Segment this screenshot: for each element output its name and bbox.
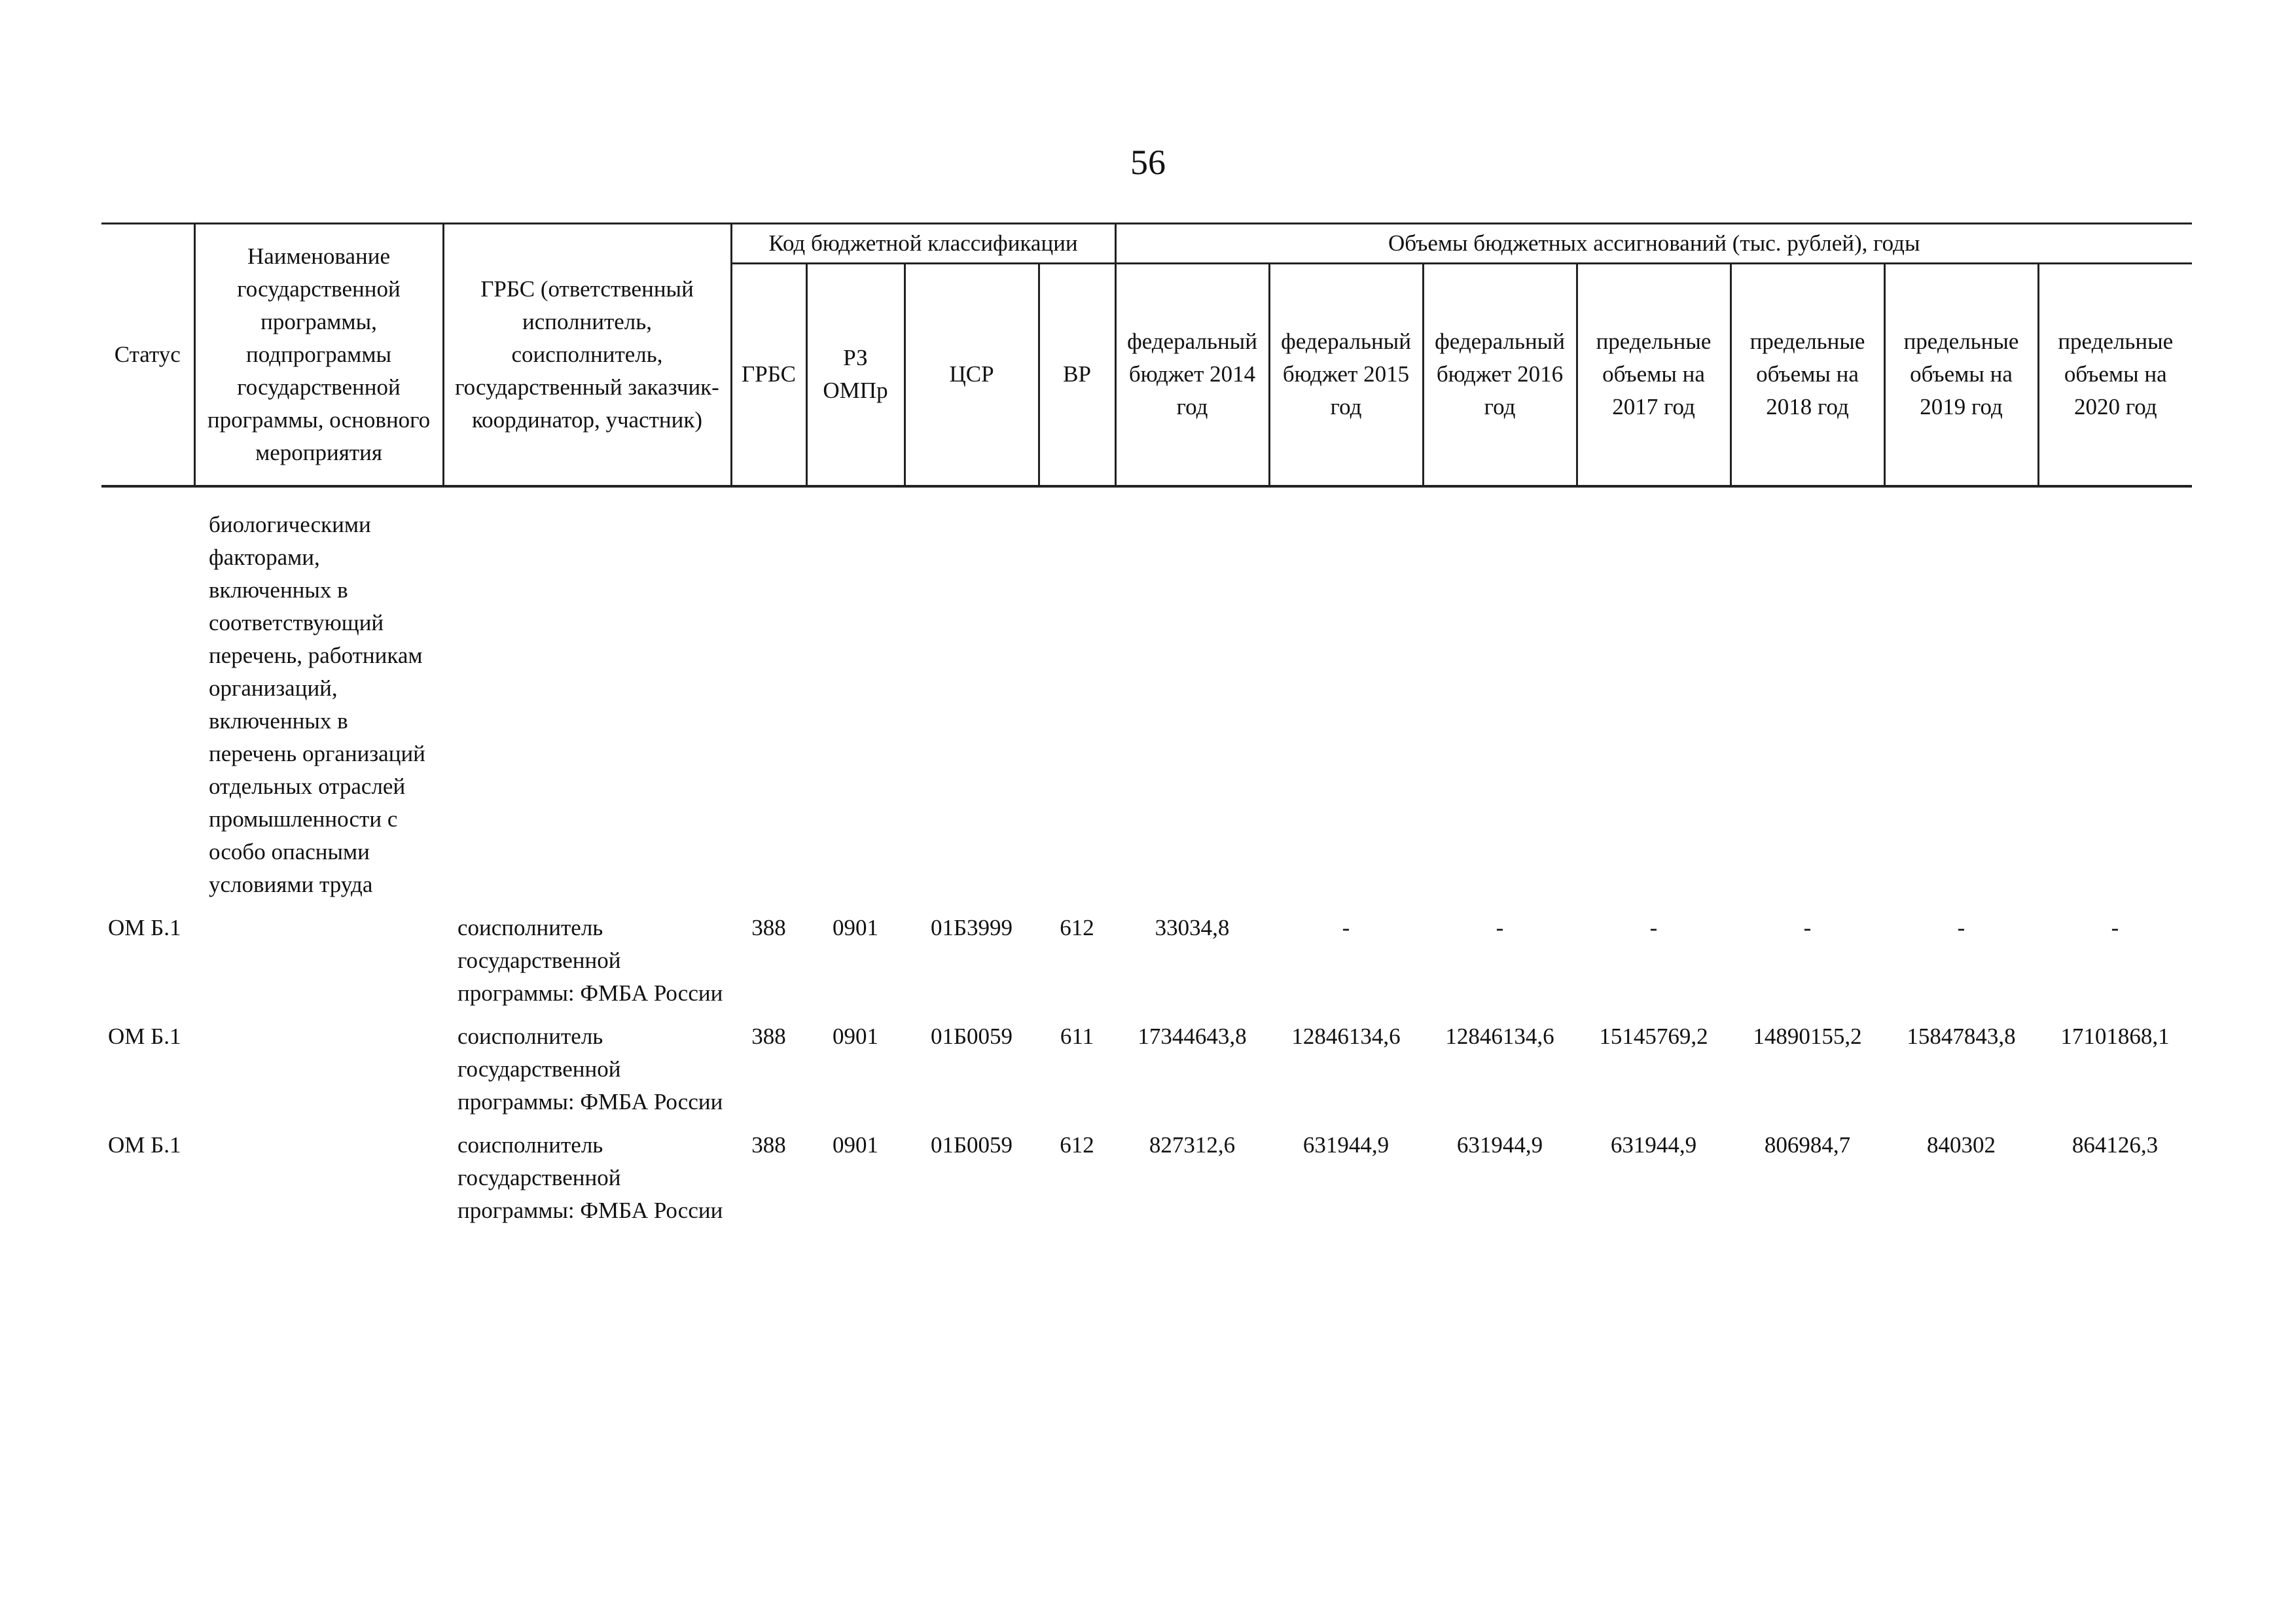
row-2017: 631944,9 [1610, 1132, 1697, 1158]
row-2016: - [1496, 914, 1504, 940]
row-executor: соисполнитель государственной программы: ФМБА России [457, 1132, 723, 1223]
table-row [101, 1122, 2192, 1231]
row-status: ОМ Б.1 [108, 1132, 181, 1158]
row-csr: 01Б0059 [930, 1132, 1013, 1158]
row-status: ОМ Б.1 [108, 1023, 181, 1049]
row-rz: 0901 [833, 914, 878, 940]
row-2019: 15847843,8 [1907, 1023, 2016, 1049]
header-grbs: ГРБС [731, 264, 806, 486]
page-number: 56 [1130, 143, 1166, 182]
row-2020: 17101868,1 [2060, 1023, 2170, 1049]
row-2020: - [2111, 914, 2119, 940]
table-row [101, 905, 2192, 1014]
header-2017: предельные объемы на 2017 год [1577, 264, 1731, 486]
row-executor: соисполнитель государственной программы: ФМБА России [457, 914, 723, 1006]
header-2019: предельные объемы на 2019 год [1884, 264, 2038, 486]
row-2018: 806984,7 [1764, 1132, 1851, 1158]
row-rz: 0901 [833, 1132, 878, 1158]
header-2018: предельные объемы на 2018 год [1731, 264, 1884, 486]
table-row [101, 1014, 2192, 1122]
header-grbs-role: ГРБС (ответственный исполнитель, соисполнитель, государственный заказчик-координатор, участник) [443, 224, 731, 486]
row-2019: - [1957, 914, 1965, 940]
header-2015: федеральный бюджет 2015 год [1269, 264, 1423, 486]
row-2018: - [1803, 914, 1812, 940]
header-status: Статус [101, 224, 194, 486]
row-2017: - [1649, 914, 1658, 940]
row-2017: 15145769,2 [1599, 1023, 1708, 1049]
header-vr: ВР [1039, 264, 1115, 486]
row-csr: 01Б3999 [930, 914, 1013, 940]
row-grbs: 388 [751, 1023, 786, 1049]
row-2019: 840302 [1927, 1132, 1996, 1158]
header-volumes-group: Объемы бюджетных ассигнований (тыс. рублей), годы [1115, 224, 2192, 264]
header-2014: федеральный бюджет 2014 год [1115, 264, 1269, 486]
row-2018: 14890155,2 [1753, 1023, 1862, 1049]
row-rz: 0901 [833, 1023, 878, 1049]
row-2020: 864126,3 [2072, 1132, 2159, 1158]
header-rz: РЗ ОМПр [806, 264, 905, 486]
header-name: Наименование государственной программы, подпрограммы государственной программы, основного мероприятия [194, 224, 443, 486]
continuation-row [101, 505, 2192, 905]
row-2015: 12846134,6 [1291, 1023, 1401, 1049]
row-2015: - [1342, 914, 1350, 940]
header-2020: предельные объемы на 2020 год [2038, 264, 2192, 486]
row-vr: 612 [1060, 914, 1094, 940]
header-2016: федеральный бюджет 2016 год [1423, 264, 1577, 486]
header-csr: ЦСР [905, 264, 1039, 486]
budget-table [101, 223, 2192, 1231]
row-vr: 612 [1060, 1132, 1094, 1158]
row-grbs: 388 [751, 1132, 786, 1158]
row-csr: 01Б0059 [930, 1023, 1013, 1049]
row-grbs: 388 [751, 914, 786, 940]
row-vr: 611 [1060, 1023, 1094, 1049]
row-2016: 631944,9 [1456, 1132, 1543, 1158]
row-2014: 17344643,8 [1138, 1023, 1247, 1049]
row-2016: 12846134,6 [1445, 1023, 1554, 1049]
header-code-group: Код бюджетной классификации [731, 224, 1115, 264]
row-2014: 827312,6 [1149, 1132, 1236, 1158]
row-2014: 33034,8 [1155, 914, 1230, 940]
continuation-text: биологическими факторами, включенных в соответствующий перечень, работникам организаций, включенных в перечень организаций отдельных отраслей промышленности с особо опасными условиями труда [209, 511, 425, 897]
row-2015: 631944,9 [1302, 1132, 1390, 1158]
row-executor: соисполнитель государственной программы: ФМБА России [457, 1023, 723, 1115]
row-status: ОМ Б.1 [108, 914, 181, 940]
